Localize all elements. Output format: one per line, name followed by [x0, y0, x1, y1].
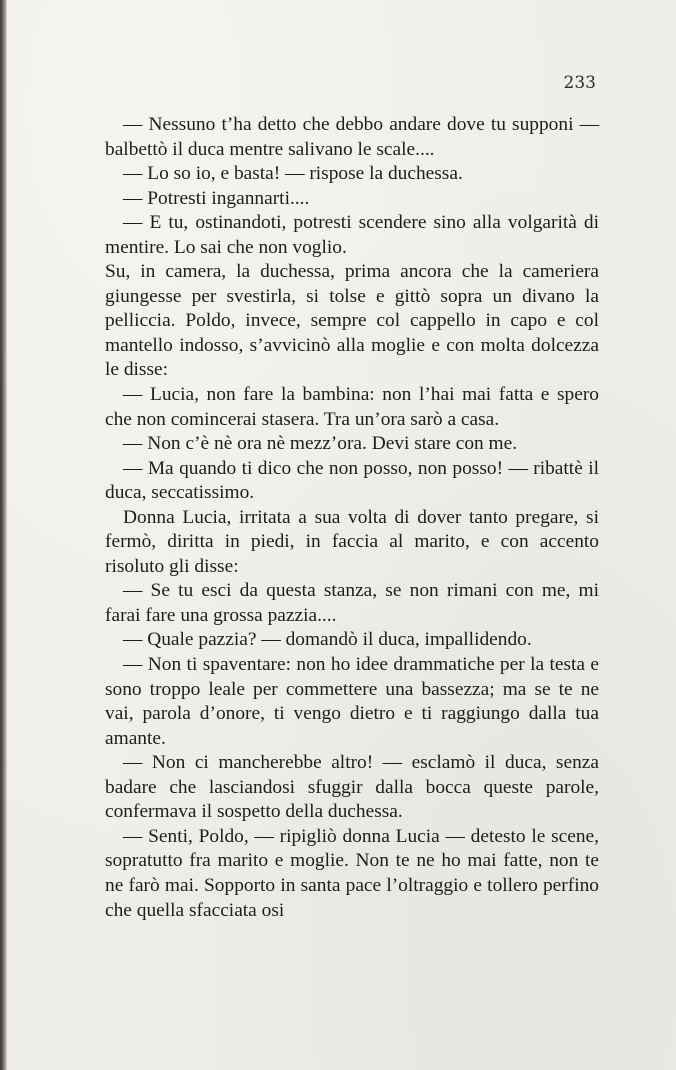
paragraph: Donna Lucia, irritata a sua volta di dover tanto pregare, si fermò, diritta in piedi, in faccia al marito, e con accento risoluto gli disse:: [105, 506, 599, 577]
paragraph: — Lo so io, e basta! — rispose la duchessa.: [123, 163, 463, 185]
paragraph: — Nessuno t’ha detto che debbo andare dove tu supponi — balbettò il duca mentre salivano le scale....: [105, 114, 599, 160]
paragraph: — Ma quando ti dico che non posso, non posso! — ribattè il duca, seccatissimo.: [105, 457, 599, 504]
page-number: 233: [563, 73, 596, 93]
paragraph: — Senti, Poldo, — ripigliò donna Lucia — detesto le scene, sopratutto fra marito e moglie. Non te ne ho mai fatte, non te ne farò mai. Sopporto in santa pace l’oltraggio e tollero perfino che quella sfacciata osi: [105, 825, 599, 921]
body-text: [105, 113, 599, 923]
paragraph: — E tu, ostinandoti, potresti scendere sino alla volgarità di mentire. Lo sai che non voglio.: [105, 212, 599, 258]
paragraph: — Non ci mancherebbe altro! — esclamò il duca, senza badare che lasciandosi sfuggir dalla bocca queste parole, confermava il sospetto della duchessa.: [105, 752, 599, 823]
paragraph: — Non ti spaventare: non ho idee drammatiche per la testa e sono troppo leale per commettere una bassezza; ma se te ne vai, parola d’onore, ti vengo dietro e ti raggiungo dalla tua amante.: [105, 654, 599, 749]
paragraph: — Quale pazzia? — domandò il duca, impallidendo.: [123, 629, 532, 651]
paragraph: — Se tu esci da questa stanza, se non rimani con me, mi farai fare una grossa pazzia....: [105, 580, 599, 626]
paragraph: — Lucia, non fare la bambina: non l’hai mai fatta e spero che non comincerai stasera. Tra un’ora sarò a casa.: [105, 384, 599, 430]
paragraph: — Potresti ingannarti....: [123, 187, 310, 209]
page-binding-edge: [0, 0, 7, 1070]
paragraph: Su, in camera, la duchessa, prima ancora che la cameriera giungesse per svestirla, si tolse e gittò sopra un divano la pelliccia. Poldo, invece, sempre col cappello in capo e col mantello indosso, s’avvicinò alla moglie e con molta dolcezza le disse:: [105, 261, 599, 381]
paragraph: — Non c’è nè ora nè mezz’ora. Devi stare con me.: [123, 433, 518, 455]
